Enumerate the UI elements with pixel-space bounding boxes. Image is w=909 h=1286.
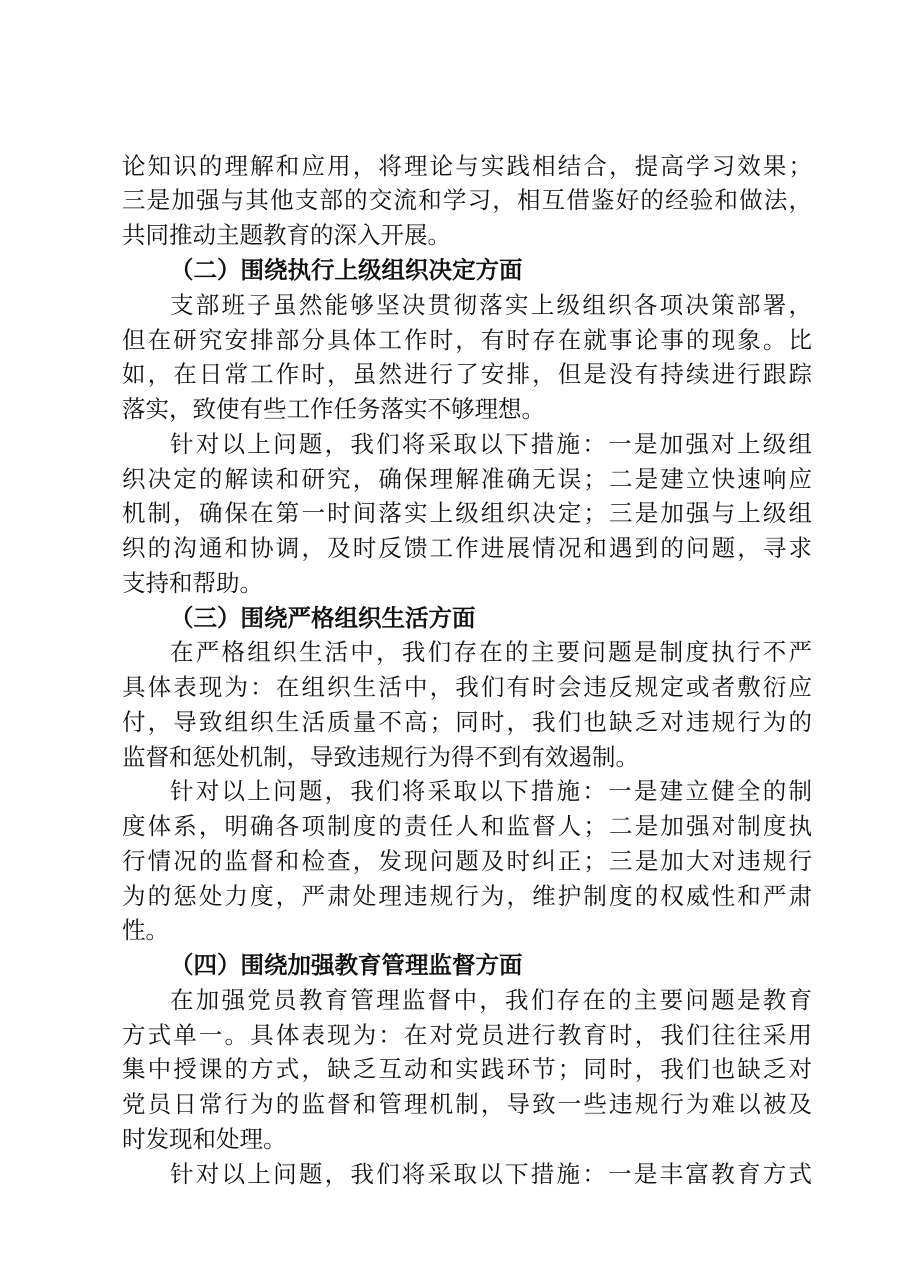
paragraph-line: 度体系，明确各项制度的责任人和监督人；二是加强对制度执 xyxy=(122,812,812,840)
paragraph-line: 机制，确保在第一时间落实上级组织决定；三是加强与上级组 xyxy=(122,499,812,527)
paragraph-line: 方式单一。具体表现为：在对党员进行教育时，我们往往采用 xyxy=(122,1021,812,1049)
paragraph-line: 针对以上问题，我们将采取以下措施：一是加强对上级组 xyxy=(170,430,812,458)
paragraph-line: 在严格组织生活中，我们存在的主要问题是制度执行不严 xyxy=(170,638,812,666)
paragraph-line: 落实，致使有些工作任务落实不够理想。 xyxy=(122,395,545,423)
paragraph-line: 三是加强与其他支部的交流和学习，相互借鉴好的经验和做法， xyxy=(122,186,812,214)
paragraph-line: 但在研究安排部分具体工作时，有时存在就事论事的现象。比 xyxy=(122,326,812,354)
paragraph-line: 集中授课的方式，缺乏互动和实践环节；同时，我们也缺乏对 xyxy=(122,1055,812,1083)
paragraph-line: 行情况的监督和检查，发现问题及时纠正；三是加大对违规行 xyxy=(122,847,812,875)
section-heading: （二）围绕执行上级组织决定方面 xyxy=(170,256,523,284)
paragraph-line: 支持和帮助。 xyxy=(122,569,263,597)
paragraph-line: 针对以上问题，我们将采取以下措施：一是丰富教育方式 xyxy=(170,1160,812,1188)
paragraph-line: 付，导致组织生活质量不高；同时，我们也缺乏对违规行为的 xyxy=(122,708,812,736)
section-heading: （三）围绕严格组织生活方面 xyxy=(170,604,476,632)
paragraph-line: 性。 xyxy=(122,916,169,944)
paragraph-line: 织决定的解读和研究，确保理解准确无误；二是建立快速响应 xyxy=(122,465,812,493)
paragraph-line: 针对以上问题，我们将采取以下措施：一是建立健全的制 xyxy=(170,777,812,805)
paragraph-line: 如，在日常工作时，虽然进行了安排，但是没有持续进行跟踪 xyxy=(122,360,812,388)
paragraph-line: 监督和惩处机制，导致违规行为得不到有效遏制。 xyxy=(122,743,639,771)
paragraph-line: 支部班子虽然能够坚决贯彻落实上级组织各项决策部署， xyxy=(170,291,812,319)
paragraph-line: 共同推动主题教育的深入开展。 xyxy=(122,221,451,249)
paragraph-line: 党员日常行为的监督和管理机制，导致一些违规行为难以被及 xyxy=(122,1090,812,1118)
section-heading: （四）围绕加强教育管理监督方面 xyxy=(170,951,523,979)
paragraph-line: 为的惩处力度，严肃处理违规行为，维护制度的权威性和严肃 xyxy=(122,882,812,910)
paragraph-line: 时发现和处理。 xyxy=(122,1125,287,1153)
paragraph-line: 织的沟通和协调，及时反馈工作进展情况和遇到的问题，寻求 xyxy=(122,534,812,562)
paragraph-line: 具体表现为：在组织生活中，我们有时会违反规定或者敷衍应 xyxy=(122,673,812,701)
paragraph-line: 在加强党员教育管理监督中，我们存在的主要问题是教育 xyxy=(170,986,812,1014)
paragraph-line: 论知识的理解和应用，将理论与实践相结合，提高学习效果； xyxy=(122,152,812,180)
